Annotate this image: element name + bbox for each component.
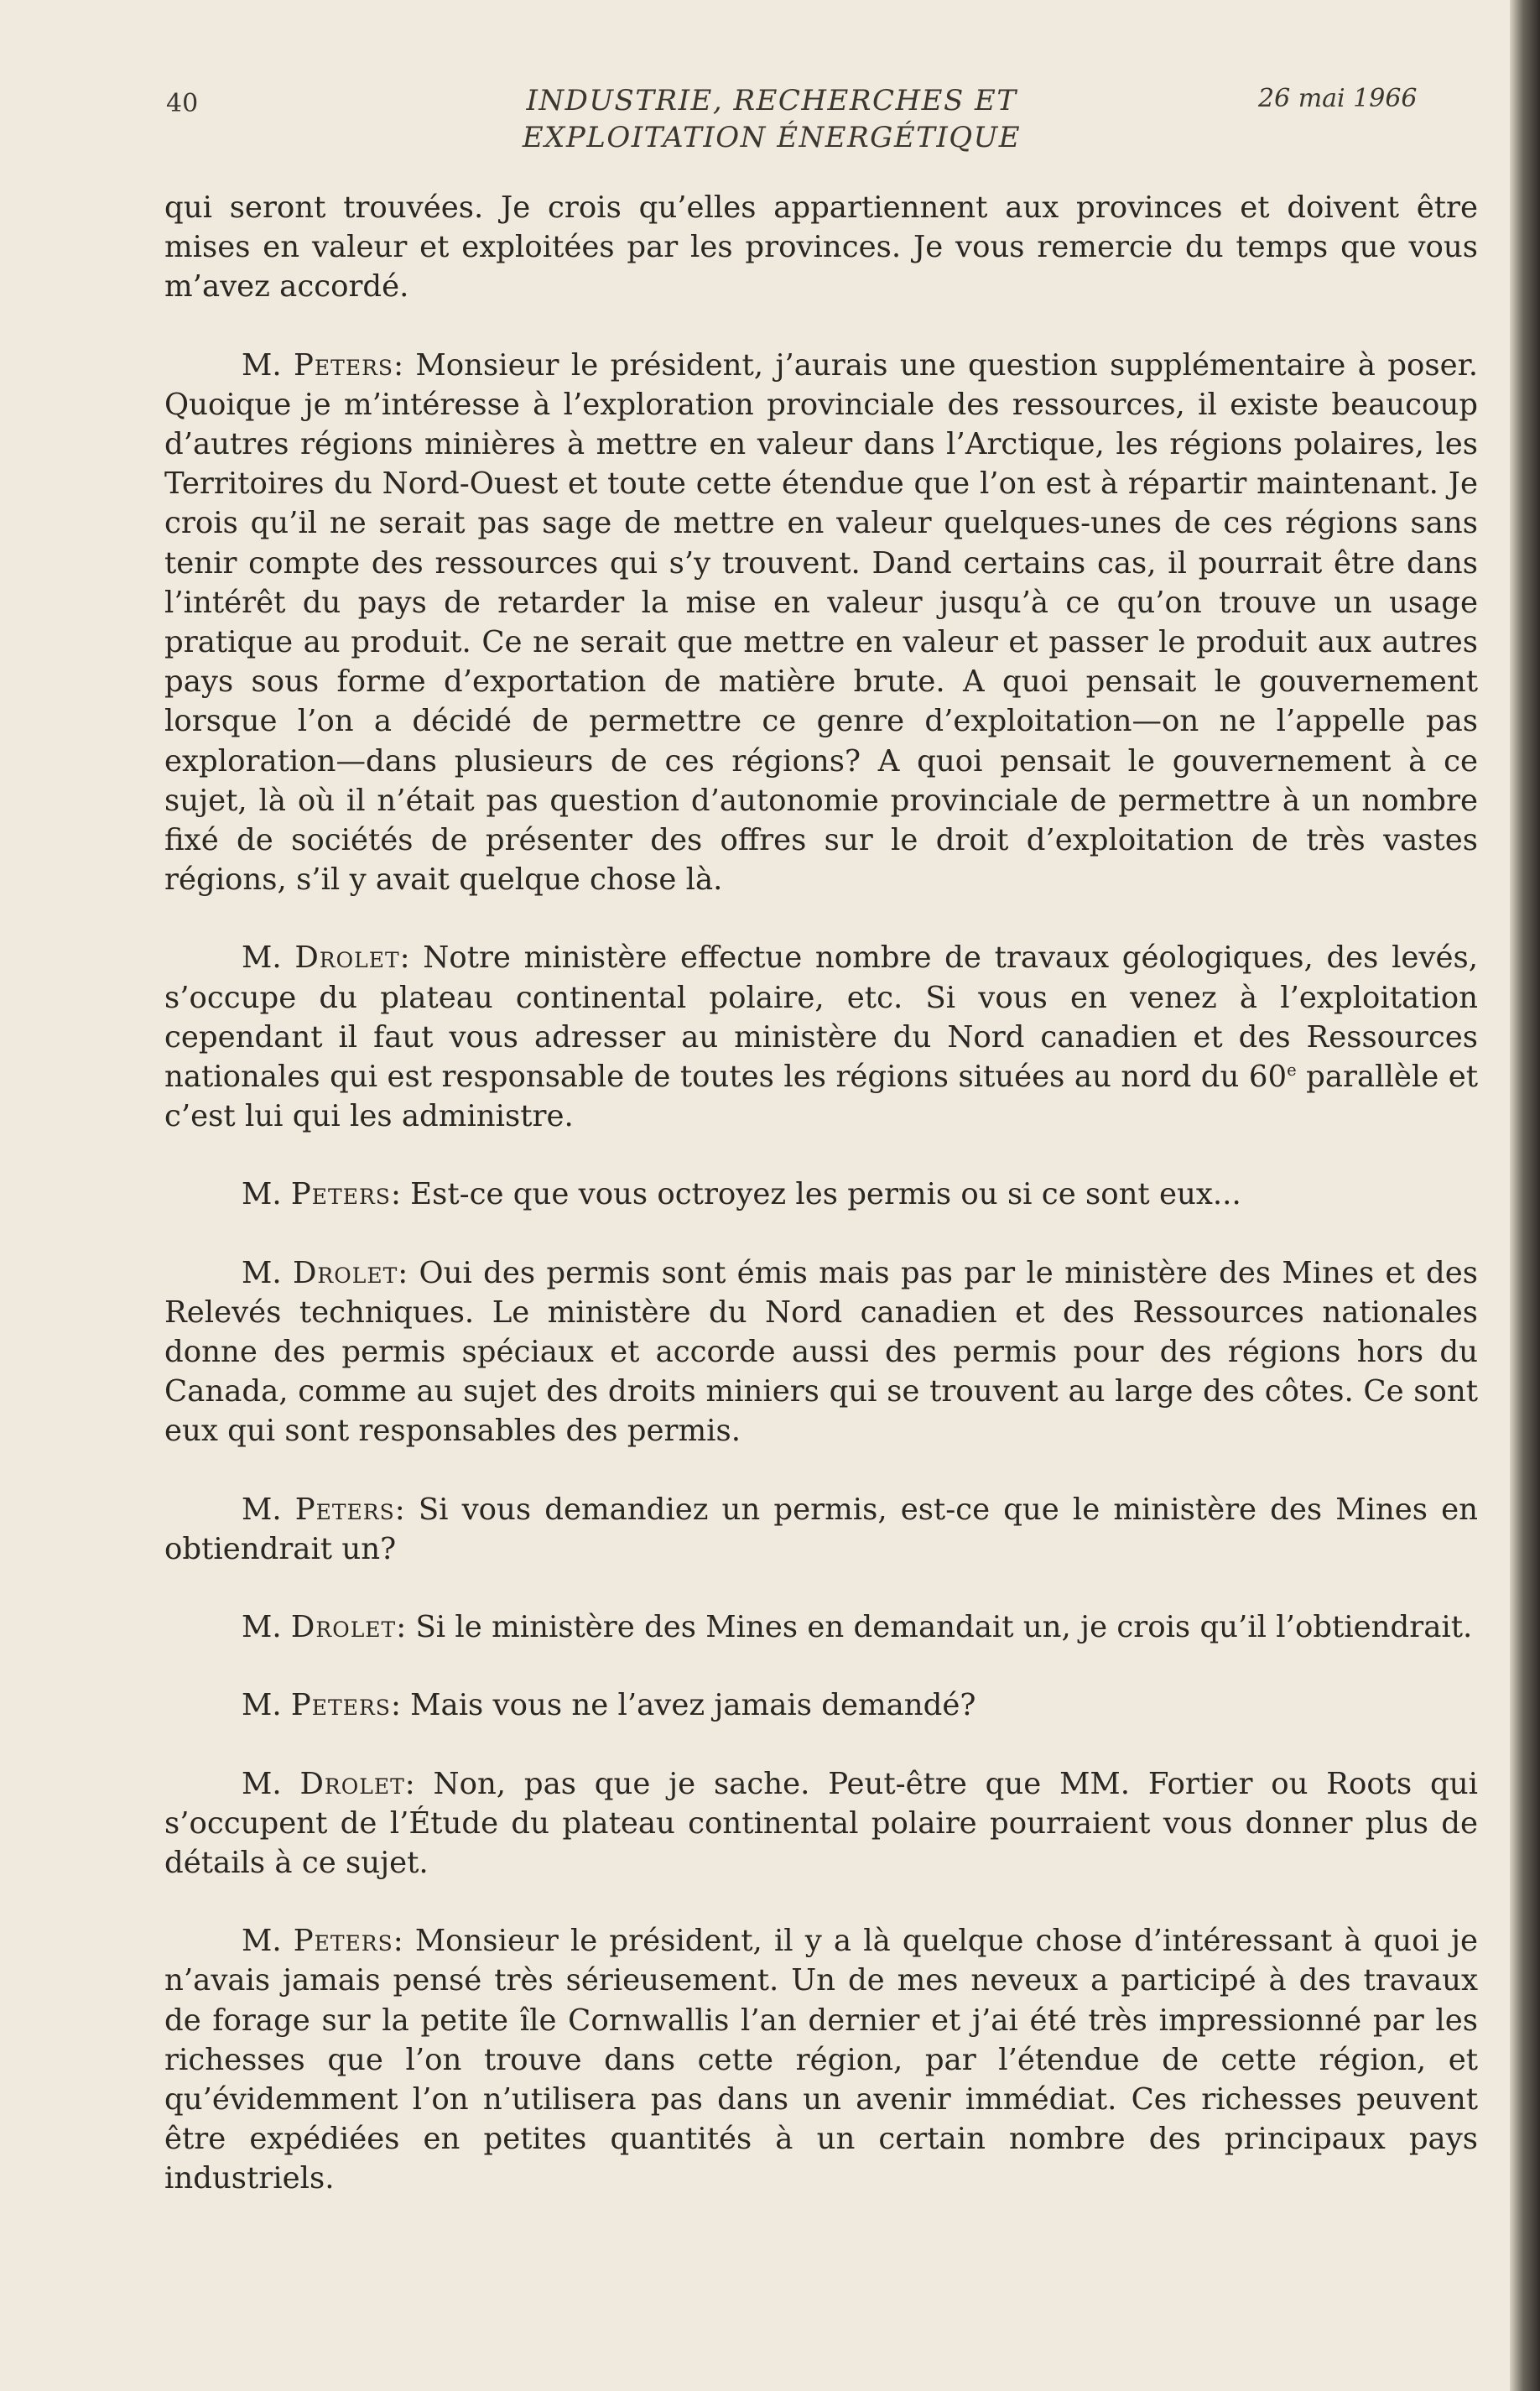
speaker-title: M.: [242, 1492, 295, 1527]
paragraph-text: : Notre ministère effectue nombre de travaux géologiques, des levés, s’occupe du plateau continental polaire, etc. Si vous en venez à l’exploitation cependant il faut vous adresser au ministère du Nord canadien et des Ressources nationales qui est responsable de toutes les régions situées au nord du 60: [164, 940, 1478, 1095]
paragraph: [164, 1921, 1478, 2198]
superscript: e: [1287, 1060, 1297, 1081]
running-title: [470, 82, 1074, 156]
page-binding-edge: [1510, 0, 1540, 2391]
speaker-title: M.: [242, 1255, 293, 1290]
running-title-line-1: INDUSTRIE, RECHERCHES ET: [526, 84, 1017, 117]
paragraph: [164, 1490, 1478, 1569]
paragraph-text: : Est-ce que vous octroyez les permis ou si ce sont eux...: [390, 1177, 1241, 1212]
paragraph-text: qui seront trouvées. Je crois qu’elles appartiennent aux provinces et doivent être mises en valeur et exploitées par les provinces. Je vous remercie du temps que vous m’avez accordé.: [164, 190, 1478, 305]
paragraph: [164, 1607, 1478, 1647]
body-text: [164, 188, 1478, 2237]
paragraph-text: : Si vous demandiez un permis, est-ce que le ministère des Mines en obtiendrait un?: [164, 1492, 1478, 1566]
paragraph-text: : Si le ministère des Mines en demandait un, je crois qu’il l’obtiendrait.: [396, 1610, 1473, 1645]
speaker-title: M.: [242, 940, 295, 976]
speaker-name: Peters: [294, 347, 394, 383]
paragraph: [164, 346, 1478, 900]
speaker-name: Drolet: [290, 1610, 397, 1645]
speaker-title: M.: [242, 347, 294, 383]
speaker-name: Peters: [293, 1924, 393, 1959]
paragraph-text: : Non, pas que je sache. Peut-être que MM. Fortier ou Roots qui s’occupent de l’Étude du plateau continental polaire pourraient vous donner plus de détails à ce sujet.: [164, 1766, 1478, 1880]
speaker-name: Peters: [290, 1177, 391, 1212]
speaker-name: Peters: [294, 1492, 395, 1527]
running-title-line-2: EXPLOITATION ÉNERGÉTIQUE: [522, 121, 1022, 154]
speaker-title: M.: [242, 1688, 291, 1723]
paragraph-text: : Oui des permis sont émis mais pas par le ministère des Mines et des Relevés techniques. Le ministère du Nord canadien et des Ressources nationales donne des permis spéciaux et accorde aussi des permis pour des régions hors du Canada, comme au sujet des droits miniers qui se trouvent au large des côtes. Ce sont eux qui sont responsables des permis.: [164, 1255, 1478, 1449]
speaker-name: Drolet: [292, 1255, 398, 1290]
speaker-title: M.: [242, 1610, 291, 1645]
paragraph: [164, 1253, 1478, 1451]
speaker-title: M.: [242, 1177, 291, 1212]
speaker-title: M.: [242, 1766, 300, 1801]
paragraph-text: : Mais vous ne l’avez jamais demandé?: [390, 1688, 976, 1723]
paragraph-text: parallèle et c’est lui qui les administre.: [164, 1060, 1478, 1134]
page-header: [0, 82, 1510, 158]
page-number: 40: [166, 89, 199, 118]
page-date: 26 mai 1966: [1258, 84, 1418, 113]
speaker-title: M.: [242, 1924, 294, 1959]
paragraph: [164, 1175, 1478, 1214]
paragraph-text: : Monsieur le président, il y a là quelque chose d’intéressant à quoi je n’avais jamais pensé très sérieusement. Un de mes neveux a participé à des travaux de forage sur la petite île Cornwallis l’an dernier et j’ai été très impressionné par les richesses que l’on trouve dans cette région, par l’étendue de cette région, et qu’évidemment l’on n’utilisera pas dans un avenir immédiat. Ces richesses peuvent être expédiées en petites quantités à un certain nombre des principaux pays industriels.: [164, 1924, 1478, 2196]
paragraph: [164, 1764, 1478, 1883]
speaker-name: Drolet: [299, 1766, 405, 1801]
speaker-name: Drolet: [294, 940, 400, 976]
paragraph-text: : Monsieur le président, j’aurais une question supplémentaire à poser. Quoique je m’intéresse à l’exploration provinciale des ressources, il existe beaucoup d’autres régions minières à mettre en valeur dans l’Arctique, les régions polaires, les Territoires du Nord-Ouest et toute cette étendue que l’on est à répartir maintenant. Je crois qu’il ne serait pas sage de mettre en valeur quelques-unes de ces régions sans tenir compte des ressources qui s’y trouvent. Dand certains cas, il pourrait être dans l’intérêt du pays de retarder la mise en valeur jusqu’à ce qu’on trouve un usage pratique au produit. Ce ne serait que mettre en valeur et passer le produit aux autres pays sous forme d’exportation de matière brute. A quoi pensait le gouvernement lorsque l’on a décidé de permettre ce genre d’exploitation—on ne l’appelle pas exploration—dans plusieurs de ces régions? A quoi pensait le gouvernement à ce sujet, là où il n’était pas question d’autonomie provinciale de permettre à un nombre fixé de sociétés de présenter des offres sur le droit d’exploitation de très vastes régions, s’il y avait quelque chose là.: [164, 347, 1478, 898]
paragraph: [164, 1685, 1478, 1725]
paragraph: [164, 188, 1478, 307]
speaker-name: Peters: [290, 1688, 391, 1723]
paragraph: [164, 938, 1478, 1136]
